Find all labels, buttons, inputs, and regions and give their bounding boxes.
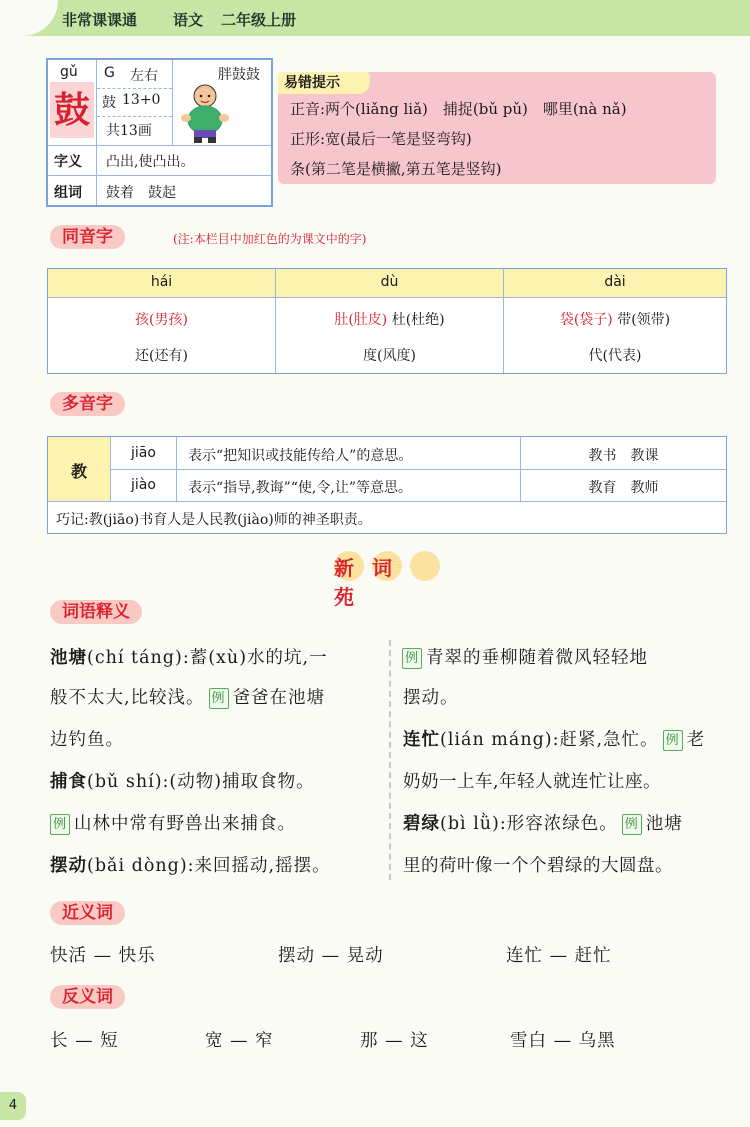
polyphones-title: 多音字: [50, 392, 125, 416]
picture-caption: 胖鼓鼓: [218, 67, 260, 83]
vocab-definition: (bǔ shí):(动物)捕取食物。: [87, 772, 315, 792]
vocab-example: 老: [686, 730, 706, 750]
antonyms-title: 反义词: [50, 985, 125, 1009]
vocab-term: 连忙: [403, 730, 440, 750]
example-icon: 例: [402, 648, 422, 669]
polyphone-meaning: 表示“指导,教诲”“使,令,让”等意思。: [188, 480, 412, 496]
vocab-example: 青翠的垂柳随着微风轻轻地: [426, 648, 648, 668]
vocab-definition: (lián máng):赶紧,急忙。: [440, 730, 659, 750]
homophone-pinyin: dài: [604, 274, 626, 290]
component: 鼓: [102, 95, 116, 111]
cartoon-boy-illustration: [176, 82, 234, 144]
homophone-pinyin: dù: [380, 274, 399, 290]
synonym-pair: 连忙 — 赶忙: [506, 946, 612, 966]
error-line-stroke: 条(第二笔是横撇,第五笔是竖钩): [290, 160, 502, 178]
page-number: 4: [0, 1092, 26, 1120]
meaning-text: 凸出,使凸出。: [106, 154, 195, 170]
error-line-pronunciation: 正音:两个(liǎng liǎ) 捕捉(bǔ pǔ) 哪里(nà nǎ): [290, 100, 627, 118]
vocab-line: [398, 638, 648, 678]
subject-label: 语文: [173, 11, 204, 29]
section-title: 新词苑: [334, 556, 410, 609]
vocab-term: 池塘: [50, 648, 87, 668]
homophones-note: (注:本栏目中加红色的为课文中的字): [173, 232, 367, 246]
total-strokes: 共13画: [106, 123, 152, 139]
divider: [48, 501, 726, 502]
homophone-text-word: 袋(袋子): [559, 312, 613, 328]
meaning-label: 字义: [54, 154, 82, 170]
divider: [110, 469, 726, 470]
error-tips-tag: 易错提示: [278, 72, 370, 94]
structure: 左右: [130, 68, 158, 84]
vocab-definition: (chí táng):蓄(xù)水的坑,一: [87, 648, 328, 668]
example-icon: 例: [663, 730, 683, 751]
example-icon: 例: [622, 814, 642, 835]
synonyms-title: 近义词: [50, 901, 125, 925]
vocab-example: 爸爸在池塘: [232, 688, 326, 708]
vocab-entry-bilv: [403, 804, 683, 844]
polyphone-pinyin: jiào: [131, 477, 156, 493]
antonym-pair: 雪白 — 乌黑: [510, 1031, 616, 1051]
vocab-entry-chitang: [50, 638, 328, 678]
synonym-pair: 摆动 — 晃动: [278, 946, 384, 966]
antonym-pair: 长 — 短: [50, 1031, 119, 1051]
vocab-term: 碧绿: [403, 814, 440, 834]
series-title: 非常课课通: [62, 11, 138, 29]
vocab-entry-lianmang: [403, 720, 705, 760]
stroke-formula: 13+0: [122, 92, 161, 108]
homophones-title: 同音字: [50, 225, 125, 249]
words-label: 组词: [54, 185, 82, 201]
homophone-pinyin: hái: [150, 274, 173, 290]
antonym-pair: 宽 — 窄: [205, 1031, 274, 1051]
error-line-shape: 正形:宽(最后一笔是竖弯钩): [290, 130, 472, 148]
homophone-word: 还(还有): [135, 348, 188, 364]
vocab-line: [50, 678, 325, 718]
grade-label: 二年级上册: [221, 11, 297, 29]
homophone-text-word: 孩(男孩): [135, 312, 188, 328]
column-divider: [389, 640, 391, 880]
polyphone-character: 教: [70, 462, 87, 481]
divider: [96, 60, 97, 145]
vocab-example: 山林中常有野兽出来捕食。: [74, 814, 296, 834]
homophone-cell: [504, 309, 726, 329]
vocab-line: [46, 804, 296, 844]
homophone-word: 度(风度): [363, 348, 416, 364]
vocab-line: 边钓鱼。: [50, 730, 124, 750]
homophone-cell: [276, 309, 503, 329]
vocab-definition: (bǎi dòng):来回摇动,摇摆。: [87, 856, 331, 876]
homophones-table: [47, 268, 727, 374]
homophone-text-word: 肚(肚皮): [334, 312, 388, 328]
divider: [97, 116, 172, 117]
polyphone-pinyin: jiāo: [131, 445, 156, 461]
example-icon: 例: [50, 814, 70, 835]
initial-letter: G: [104, 65, 115, 81]
vocab-term: 捕食: [50, 772, 87, 792]
vocab-line: 奶奶一上车,年轻人就连忙让座。: [403, 772, 662, 792]
divider: [96, 145, 97, 205]
divider: [48, 297, 726, 298]
vocab-line: 摆动。: [403, 688, 459, 708]
example-icon: 例: [209, 688, 229, 709]
character-card: [46, 58, 273, 207]
homophone-cell: [48, 309, 275, 329]
vocab-entry-bushi: [50, 762, 315, 802]
divider: [97, 88, 172, 89]
polyphone-words: 教书 教课: [588, 448, 659, 464]
vocab-term: 摆动: [50, 856, 87, 876]
antonym-pair: 那 — 这: [360, 1031, 429, 1051]
vocab-entry-baidong: [50, 846, 331, 886]
vocab-example: 池塘: [645, 814, 683, 834]
divider: [48, 175, 271, 176]
character-pinyin: gǔ: [60, 64, 78, 80]
synonym-pair: 快活 — 快乐: [50, 946, 156, 966]
divider: [172, 60, 173, 145]
polyphones-table: [47, 436, 727, 534]
polyphone-words: 教育 教师: [588, 480, 659, 496]
main-character: 鼓: [50, 82, 94, 138]
divider: [48, 145, 271, 146]
homophone-word: 杜(杜绝): [391, 312, 445, 328]
vocab-definition: 般不太大,比较浅。: [50, 688, 205, 708]
polyphone-meaning: 表示“把知识或技能传给人”的意思。: [188, 448, 413, 464]
words-text: 鼓着 鼓起: [106, 185, 176, 201]
mnemonic: 巧记:教(jiāo)书育人是人民教(jiào)师的神圣职责。: [56, 512, 372, 528]
homophone-word: 带(领带): [617, 312, 671, 328]
homophone-word: 代(代表): [588, 348, 642, 364]
vocabulary-title: 词语释义: [50, 600, 142, 624]
vocab-definition: (bì lǜ):形容浓绿色。: [440, 814, 618, 834]
vocab-line: 里的荷叶像一个个碧绿的大圆盘。: [403, 856, 673, 876]
